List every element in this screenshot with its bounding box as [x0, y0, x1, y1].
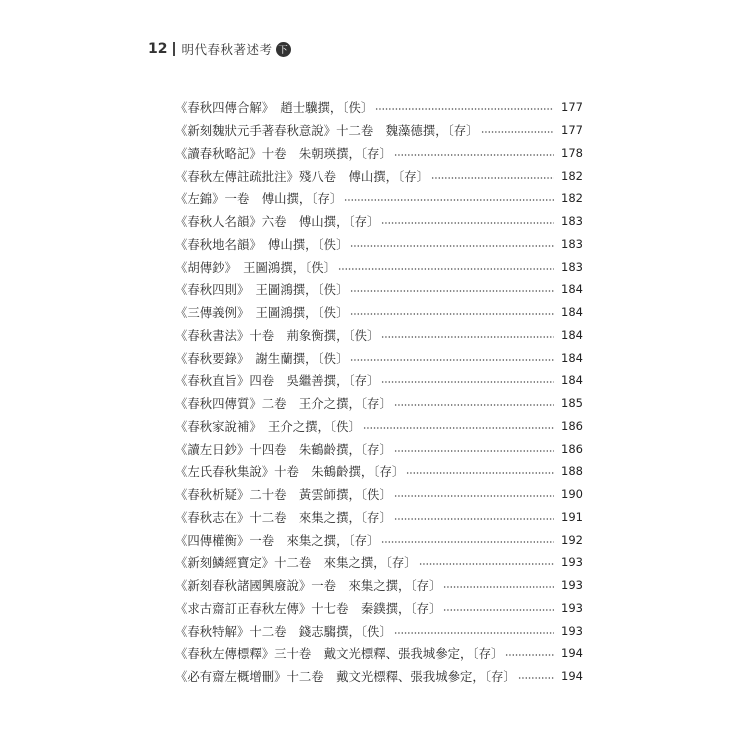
toc-entry: [175, 415, 583, 438]
toc-page-number: 182: [561, 191, 583, 206]
toc-entry-title: 《新刻魏狀元手著春秋意說》十二卷 魏藻德撰，〔存〕: [175, 123, 479, 139]
toc-entry-title: 《新刻春秋諸國興廢說》一卷 來集之撰，〔存〕: [175, 578, 442, 594]
toc-entry-title: 《春秋左傳註疏批注》殘八卷 傅山撰，〔存〕: [175, 168, 430, 184]
toc-entry: [175, 346, 583, 369]
toc-entry-title: 《春秋左傳標釋》三十卷 戴文光標釋、張我城參定，〔存〕: [175, 646, 504, 662]
toc-entry-title: 《讀春秋略記》十卷 朱朝瑛撰，〔存〕: [175, 145, 392, 161]
toc-page-number: 185: [561, 396, 583, 411]
dot-leader: [381, 540, 554, 543]
dot-leader: [419, 563, 554, 566]
dot-leader: [381, 222, 554, 225]
toc-page-number: 182: [561, 168, 583, 183]
dot-leader: [350, 290, 554, 293]
toc-page-number: 190: [561, 487, 583, 502]
toc-page-number: 186: [561, 441, 583, 456]
toc-page-number: 193: [561, 600, 583, 615]
toc-page-number: 194: [561, 646, 583, 661]
toc-entry: [175, 619, 583, 642]
dot-leader: [394, 631, 554, 634]
dot-leader: [363, 426, 554, 429]
toc-page-number: 184: [561, 373, 583, 388]
toc-entry-title: 《春秋要錄》 謝生蘭撰，〔佚〕: [175, 350, 349, 366]
toc-entry: [175, 642, 583, 665]
toc-page-number: 183: [561, 214, 583, 229]
toc-entry-title: 《春秋人名韻》六卷 傅山撰，〔存〕: [175, 214, 380, 230]
dot-leader: [505, 654, 554, 657]
toc-entry-title: 《左氏春秋集說》十卷 朱鶴齡撰，〔存〕: [175, 464, 405, 480]
toc-entry-title: 《春秋書法》十卷 荊象衡撰，〔佚〕: [175, 327, 380, 343]
dot-leader: [344, 199, 554, 202]
toc-entry: [175, 255, 583, 278]
toc-page-number: 184: [561, 327, 583, 342]
toc-entry-title: 《春秋四傳質》二卷 王介之撰，〔存〕: [175, 396, 392, 412]
dot-leader: [518, 677, 554, 680]
dot-leader: [394, 404, 554, 407]
dot-leader: [338, 267, 554, 270]
toc-entry: [175, 574, 583, 597]
toc-entry-title: 《胡傳鈔》 王圖鴻撰，〔佚〕: [175, 259, 337, 275]
toc-entry: [175, 96, 583, 119]
toc-page-number: 193: [561, 578, 583, 593]
toc-entry: [175, 551, 583, 574]
toc-page-number: 184: [561, 350, 583, 365]
toc-page-number: 183: [561, 259, 583, 274]
toc-entry-title: 《春秋家說補》 王介之撰，〔佚〕: [175, 418, 361, 434]
toc-page-number: 177: [561, 123, 583, 138]
toc-entry: [175, 278, 583, 301]
toc-entry: [175, 324, 583, 347]
toc-page-number: 183: [561, 236, 583, 251]
toc-entry-title: 《春秋四傳合解》 趙士驥撰，〔佚〕: [175, 100, 374, 116]
toc-entry-title: 《春秋四則》 王圖鴻撰，〔佚〕: [175, 282, 349, 298]
toc-page-number: 184: [561, 282, 583, 297]
toc-entry: [175, 392, 583, 415]
dot-leader: [406, 472, 554, 475]
toc-entry: [175, 210, 583, 233]
dot-leader: [394, 449, 554, 452]
toc-entry: [175, 142, 583, 165]
toc-page-number: 191: [561, 509, 583, 524]
toc-page-number: 178: [561, 145, 583, 160]
toc-entry: [175, 597, 583, 620]
toc-entry: [175, 528, 583, 551]
dot-leader: [394, 495, 554, 498]
toc-entry-title: 《三傳義例》 王圖鴻撰，〔佚〕: [175, 305, 349, 321]
toc-entry: [175, 119, 583, 142]
toc-entry: [175, 483, 583, 506]
toc-entry: [175, 460, 583, 483]
toc-entry: [175, 369, 583, 392]
header-divider: [173, 42, 175, 56]
running-header: [148, 39, 291, 59]
toc-page-number: 194: [561, 669, 583, 684]
toc-entry: [175, 233, 583, 256]
toc-page-number: 177: [561, 100, 583, 115]
toc-entry-title: 《春秋志在》十二卷 來集之撰，〔存〕: [175, 509, 392, 525]
toc-entry: [175, 187, 583, 210]
dot-leader: [381, 381, 554, 384]
toc-page-number: 192: [561, 532, 583, 547]
volume-badge: 下: [276, 42, 291, 57]
dot-leader: [394, 153, 554, 156]
dot-leader: [443, 608, 554, 611]
toc-entry-title: 《求古齋訂正春秋左傳》十七卷 秦鏷撰，〔存〕: [175, 600, 442, 616]
dot-leader: [394, 517, 554, 520]
toc-page-number: 193: [561, 623, 583, 638]
dot-leader: [350, 244, 554, 247]
book-title: 明代春秋著述考: [181, 42, 273, 57]
toc-entry-title: 《讀左日鈔》十四卷 朱鶴齡撰，〔存〕: [175, 441, 392, 457]
dot-leader: [350, 358, 554, 361]
toc-entry-title: 《左錦》一卷 傅山撰，〔存〕: [175, 191, 343, 207]
toc-page-number: 184: [561, 305, 583, 320]
page-number: 12: [148, 41, 168, 57]
toc-entry-title: 《必有齋左概增刪》十二卷 戴文光標釋、張我城參定，〔存〕: [175, 669, 516, 685]
toc-entry-title: 《春秋直旨》四卷 吳繼善撰，〔存〕: [175, 373, 380, 389]
dot-leader: [481, 131, 554, 134]
dot-leader: [375, 108, 554, 111]
toc-entry: [175, 665, 583, 688]
toc-entry: [175, 437, 583, 460]
toc-entry-title: 《春秋特解》十二卷 錢志騶撰，〔佚〕: [175, 623, 392, 639]
toc-entry-title: 《四傳權衡》一卷 來集之撰，〔存〕: [175, 532, 380, 548]
table-of-contents: [175, 96, 583, 688]
toc-page-number: 186: [561, 418, 583, 433]
toc-entry: [175, 506, 583, 529]
dot-leader: [381, 335, 554, 338]
toc-page-number: 193: [561, 555, 583, 570]
toc-entry: [175, 301, 583, 324]
toc-entry-title: 《春秋地名韻》 傅山撰，〔佚〕: [175, 236, 349, 252]
dot-leader: [443, 586, 554, 589]
toc-entry-title: 《春秋析疑》二十卷 黃雲師撰，〔佚〕: [175, 487, 392, 503]
dot-leader: [350, 313, 554, 316]
toc-page-number: 188: [561, 464, 583, 479]
toc-entry-title: 《新刻鱗經寶定》十二卷 來集之撰，〔存〕: [175, 555, 417, 571]
dot-leader: [431, 176, 554, 179]
toc-entry: [175, 164, 583, 187]
